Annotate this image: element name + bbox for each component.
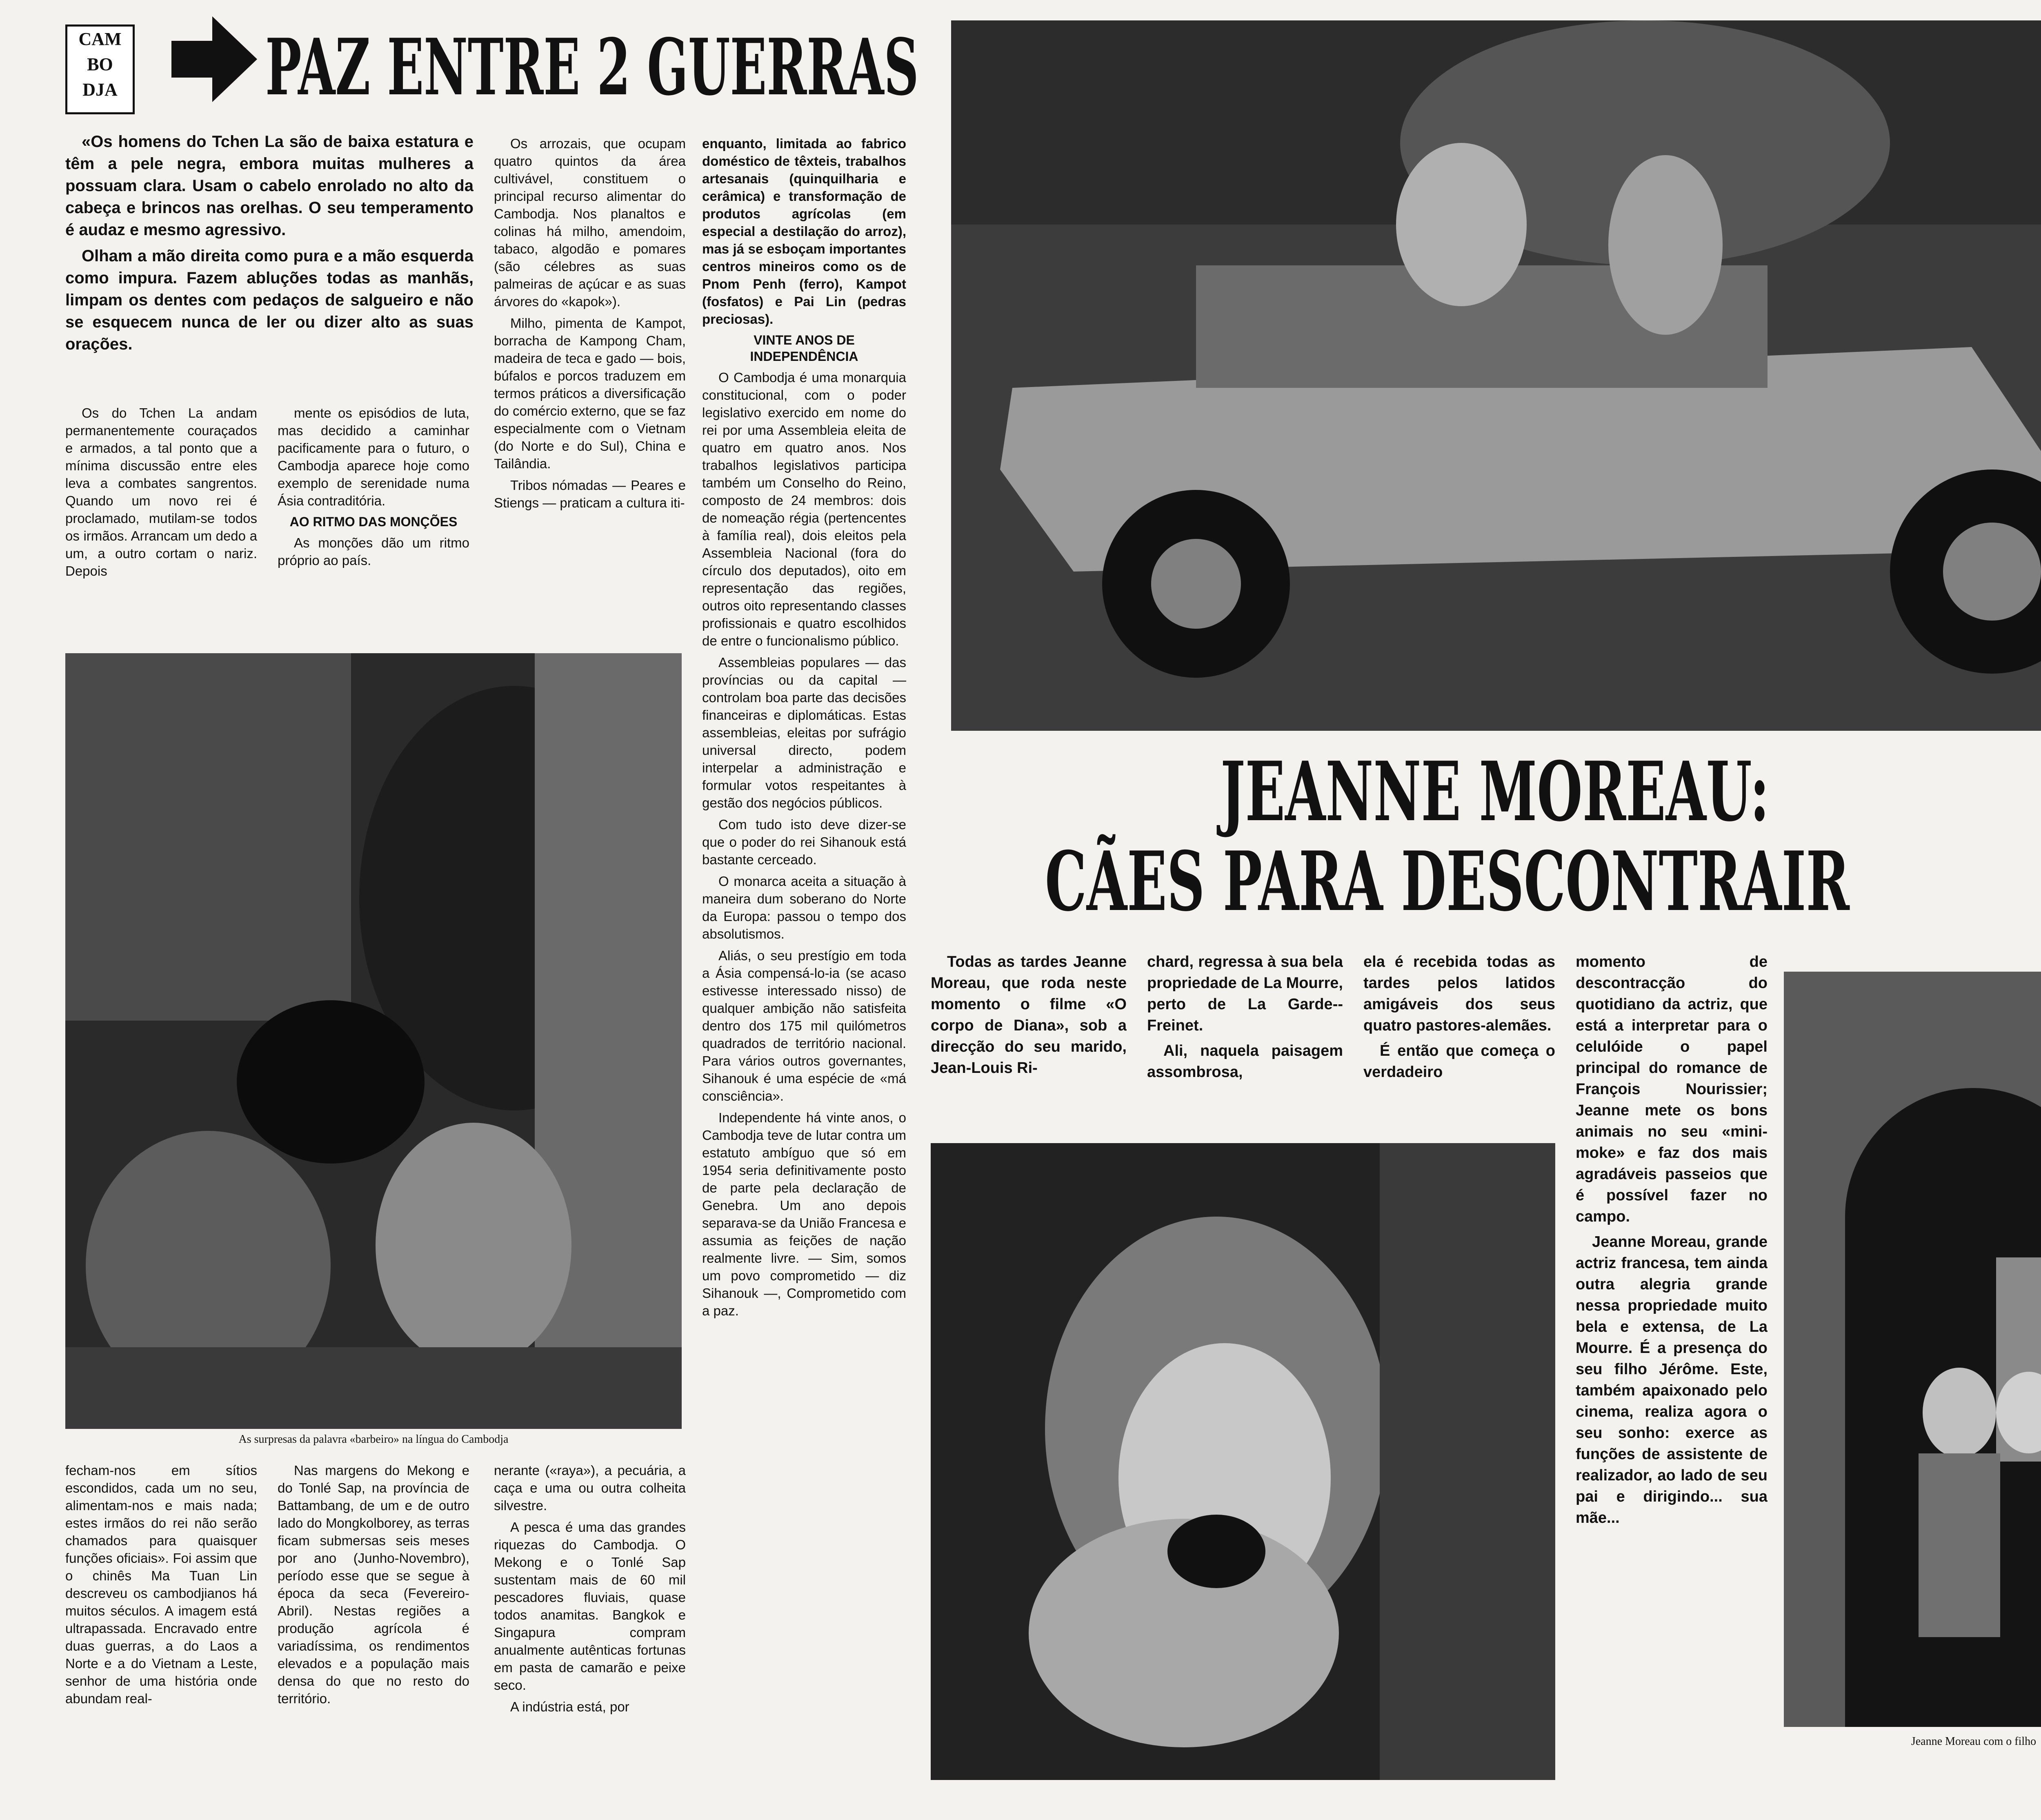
article-paragraph: Com tudo isto deve dizer-se que o poder do rei Sihanouk está bastante cerceado. [702,817,906,867]
article-paragraph: Ali, naquela paisagem assombrosa, [1147,1042,1343,1081]
article-paragraph: Jeanne Moreau, grande actriz francesa, tem ainda outra alegria grande nessa propriedade muito bela e extensa, de La Mourre. É a presença do seu filho Jérôme. Este, também apaixonado pelo cinema, realiza agora o seu sonho: exerce as funções de assistente de realizador, ao lado de seu pai e dirigindo... sua mãe... [1576,1233,1768,1526]
article-paragraph: Os do Tchen La andam permanentemente couraçados e armados, a tal ponto que a mínima discussão entre eles leva a combates sangrentos. Quando um novo rei é proclamado, mutilam-se todos os irmãos. Arrancam um dedo a um, a outro cortam o nariz. Depois [65,405,257,578]
cambodja-col3 [494,135,686,641]
cambodja-bottom-col1 [65,1462,257,1788]
article-paragraph: Independente há vinte anos, o Cambodja teve de lutar contra um estatuto ambíguo que só em 1954 seria definitivamente posto de parte pela declaração de Genebra. Um ano depois separava-se da União Francesa e assumia as feições de nação realmente livre. — Sim, somos um povo comprometido — diz Sihanouk —, Comprometido com a paz. [702,1110,906,1318]
logo-line-1: CAM [78,29,122,49]
jeep-photo [951,20,2041,731]
article-paragraph: Nas margens do Mekong e do Tonlé Sap, na província de Battambang, de um e de outro lado do Mongkolborey, as terras ficam submersas seis meses por ano (Junho-Novembro), período esse que se segue à época da seca (Fevereiro-Abril). Nestas regiões a produção agrícola é variadíssima, os rendimentos elevados e a população mais densa do que no resto do território. [278,1463,469,1706]
moreau-col4 [1576,951,1768,1788]
cambodja-headline: PAZ ENTRE 2 GUERRAS [265,22,919,113]
intro-paragraph: Olham a mão direita como pura e a mão esquerda como impura. Fazem abluções todas as manhãs, limpam os dentes com pedaços de salgueiro e não se esquecem nunca de ler ou dizer alto as suas orações. [65,247,474,353]
cambodja-col2-top [278,404,469,637]
article-paragraph: Milho, pimenta de Kampot, borracha de Kampong Cham, madeira de teca e gado — bois, búfalos e porcos traduzem em termos práticos a diversificação do comércio externo, que se faz especialmente com o Vietnam (do Norte e do Sul), China e Tailândia. [494,316,686,471]
moreau-headline-line1: JEANNE MOREAU: [1221,744,1770,840]
article-paragraph: A pesca é uma das grandes riquezas do Cambodja. O Mekong e o Tonlé Sap sustentam mais de 60 mil pescadores fluviais, quase todos anamitas. Bangkok e Singapura compram anualmente autênticas fortunas em pasta de camarão e peixe seco. [494,1520,686,1693]
cambodja-col1-top [65,404,257,637]
barber-photo [65,653,682,1429]
article-paragraph: momento de descontracção do quotidiano da actriz, que está a interpretar para o celulóide o papel principal do romance de François Nourissier; Jeanne mete os bons animais no seu «mini-moke» e faz dos mais agradáveis passeios que é possível fazer no campo. [1576,953,1768,1225]
article-paragraph: O monarca aceita a situação à maneira dum soberano do Norte da Europa: passou o tempo dos absolutismos. [702,874,906,941]
moreau-son-photo-caption: Jeanne Moreau com o filho [1911,1735,2037,1748]
moreau-col1 [931,951,1127,1135]
moreau-dog-photo [931,1143,1555,1780]
article-paragraph: O Cambodja é uma monarquia constitucional, com o poder legislativo exercido em nome do rei por uma Assembleia eleita de quatro em quatro anos. Nos trabalhos legislativos participa também um Conselho do Reino, composto de 24 membros: dois de nomeação régia (pertencentes à família real), dois eleitos pela Assembleia Nacional (fora do círculo dos deputados), oito em representação das regiões, outros oito representando classes profissionais e quatro escolhidos de entre o funcionalismo público. [702,370,906,648]
moreau-col2 [1147,951,1343,1135]
cambodja-col4 [702,135,906,1809]
article-paragraph: A indústria está, por [510,1699,629,1714]
cambodja-logo [65,24,135,114]
logo-line-2: BO [87,54,113,74]
article-paragraph: É então que começa o verdadeiro [1363,1042,1555,1081]
article-paragraph: ela é recebida todas as tardes pelos latidos amigáveis dos seus quatro pastores-alemães. [1363,953,1555,1034]
moreau-son-photo [1784,972,2041,1727]
intro-paragraph: «Os homens do Tchen La são de baixa estatura e têm a pele negra, embora muitas mulheres a possuam clara. Usam o cabelo enrolado no alto da cabeça e brincos nas orelhas. O seu temperamento é audaz e mesmo agressivo. [65,133,474,239]
logo-line-3: DJA [82,80,118,100]
cambodja-intro [65,131,474,359]
subhead-moncoes: AO RITMO DAS MONÇÕES [289,514,458,529]
moreau-headline-line2: CÃES PARA DESCONTRAIR [1045,834,1850,930]
article-paragraph: Todas as tardes Jeanne Moreau, que roda neste momento o filme «O corpo de Diana», sob a direcção do seu marido, Jean-Louis Ri- [931,953,1127,1077]
article-paragraph: enquanto, limitada ao fabrico doméstico de têxteis, trabalhos artesanais (quinquilharia e cerâmica) e transformação de produtos agrícolas (em especial a destilação do arroz), mas já se esboçam importantes centros mineiros como os de Pnom Penh (ferro), Kampot (fosfatos) e Pai Lin (pedras preciosas). [702,136,906,327]
article-paragraph: Assembleias populares — das províncias ou da capital — controlam boa parte das decisões financeiras e diplomáticas. Estas assembleias, eleitas por sufrágio universal directo, podem interpelar a administração e formular votos respeitantes à gestão dos negócios públicos. [702,655,906,810]
article-paragraph: chard, regressa à sua bela propriedade de La Mourre, perto de La Garde--Freinet. [1147,953,1343,1034]
article-paragraph: As monções dão um ritmo próprio ao país. [278,535,469,568]
barber-photo-caption: As surpresas da palavra «barbeiro» na língua do Cambodja [238,1433,509,1446]
moreau-col3 [1363,951,1555,1135]
article-paragraph: fecham-nos em sítios escondidos, cada um no seu, alimentam-nos e mais nada; estes irmãos do rei não serão chamados para quaisquer funções oficiais». Foi assim que o chinês Ma Tuan Lin descreveu os cambodjianos há muitos séculos. A imagem está ultrapassada. Encravado entre duas guerras, a do Laos a Norte e a do Vietnam a Leste, senhor de uma história onde abundam real- [65,1463,257,1706]
article-paragraph: Os arrozais, que ocupam quatro quintos da área cultivável, constituem o principal recurso alimentar do Cambodja. Nos planaltos e colinas há milho, amendoim, tabaco, algodão e pomares (são célebres as suas palmeiras de açúcar e as suas árvores do «kapok»). [494,136,686,309]
article-paragraph: mente os episódios de luta, mas decidido a caminhar pacificamente para o futuro, o Cambodja aparece hoje como exemplo de serenidade numa Ásia contraditória. [278,405,469,508]
article-paragraph: Tribos nómadas — Peares e Stiengs — praticam a cultura iti- [494,478,686,510]
cambodja-bottom-col2 [278,1462,469,1788]
subhead-independencia: VINTE ANOS DE INDEPENDÊNCIA [750,333,858,364]
cambodja-bottom-col3 [494,1462,686,1788]
arrow-right-icon [171,16,257,102]
article-paragraph: nerante («raya»), a pecuária, a caça e uma ou outra colheita silvestre. [494,1463,686,1513]
article-paragraph: Aliás, o seu prestígio em toda a Ásia compensá-lo-ia (se acaso estivesse interessado nisso) de qualquer ambição não satisfeita dentro dos 175 mil quilómetros quadrados de território nacional. Para vários outros governantes, Sihanouk é uma espécie de «má consciência». [702,948,906,1104]
